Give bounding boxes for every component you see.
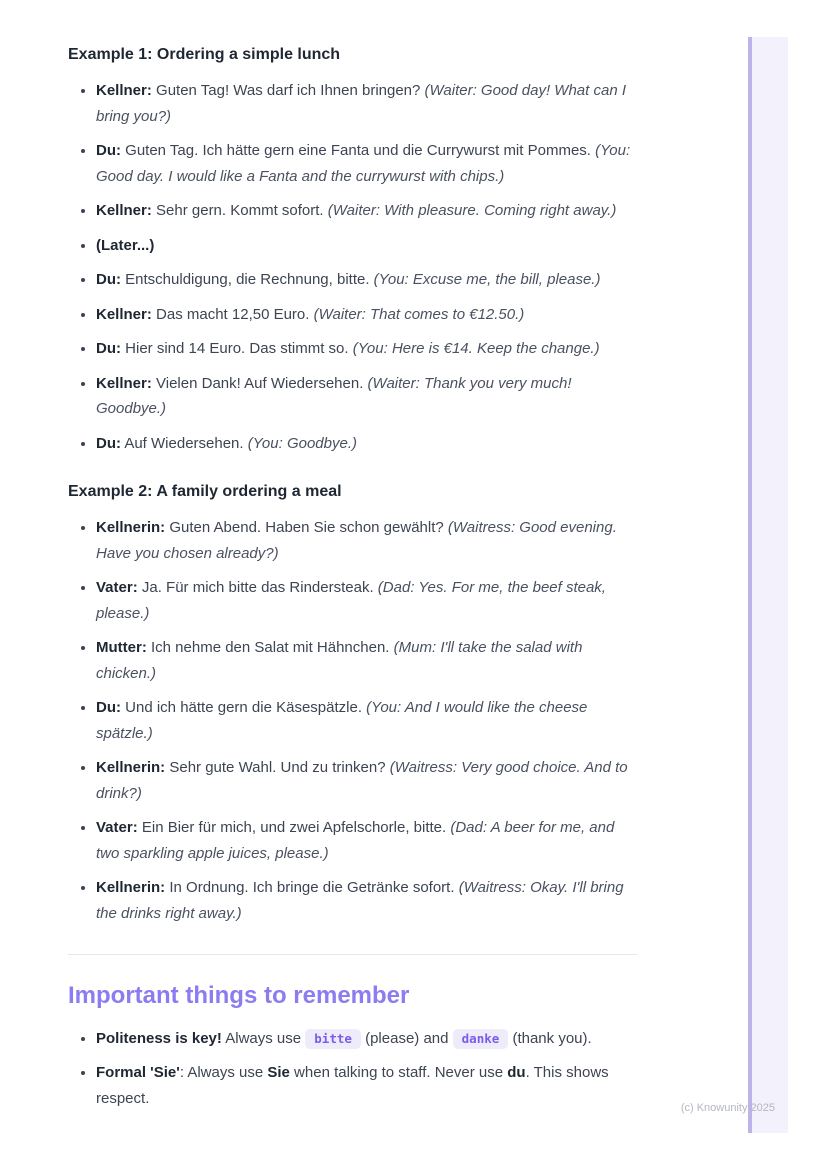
german-text: Sehr gern. Kommt sofort. [151,202,324,219]
german-text: Auf Wiedersehen. [121,434,244,452]
german-text: Vielen Dank! Auf Wiedersehen. [151,374,364,392]
remember-heading: Important things to remember [68,982,410,1009]
body-text: Always use [221,1029,306,1047]
speaker-label: Vater: [96,579,138,596]
speaker-label: Du: [96,340,121,357]
english-translation: (Waiter: That comes to €12.50.) [309,305,525,323]
dialogue-line [96,515,637,566]
german-text: Guten Abend. Haben Sie schon gewählt? [165,519,444,536]
inline-code-chip: danke [453,1029,509,1049]
remember-list [68,1026,637,1112]
english-translation: (Waiter: Good day! What can I bring you?) [96,82,627,125]
dialogue-line [96,695,637,746]
german-text: Und ich hätte gern die Käsespätzle. [121,699,362,716]
bold-text: Sie [267,1064,290,1082]
body-text: when talking to staff. Never use [289,1064,508,1082]
dialogue-line [96,371,637,422]
body-text: (thank you). [508,1029,592,1047]
section-divider [68,954,637,955]
bold-text: Politeness is key! [96,1029,222,1047]
speaker-label: Vater: [96,819,138,836]
body-text: : Always use [179,1064,268,1082]
body-text: (please) and [360,1029,453,1047]
dialogue-line [96,336,637,362]
speaker-label: Du: [96,271,121,288]
english-translation: (Waitress: Very good choice. And to drink?) [96,759,628,802]
body-text: . This shows respect. [96,1064,609,1107]
english-translation: (You: Good day. I would like a Fanta and the currywurst with chips.) [96,142,631,185]
example-2-section [68,482,637,926]
knowunity-watermark: (c) Knowunity 2025 [680,1102,775,1114]
german-text: Hier sind 14 Euro. Das stimmt so. [121,340,349,357]
speaker-label: Kellner: [96,82,152,99]
remember-item [96,1026,637,1052]
dialogue-line [96,875,637,926]
dialogue-line [96,267,637,293]
example-1-dialogue-list [68,78,637,456]
german-text: Ja. Für mich bitte das Rindersteak. [137,579,374,596]
speaker-label: Kellnerin: [96,519,166,536]
english-translation: (You: Here is €14. Keep the change.) [348,340,600,357]
english-translation: (Mum: I'll take the salad with chicken.) [96,639,583,682]
dialogue-line [96,815,637,866]
dialogue-line [96,635,637,686]
english-translation: (Waiter: Thank you very much! Goodbye.) [96,374,572,417]
german-text: Entschuldigung, die Rechnung, bitte. [121,271,370,288]
english-translation: (Dad: A beer for me, and two sparkling apple juices, please.) [96,819,615,862]
german-text: In Ordnung. Ich bringe die Getränke sofort. [165,879,455,896]
example-2-dialogue-list [68,515,637,926]
english-translation: (Dad: Yes. For me, the beef steak, please.) [96,579,606,622]
english-translation: (Waiter: With pleasure. Coming right away.) [323,202,617,219]
german-text: Guten Tag! Was darf ich Ihnen bringen? [151,82,421,99]
speaker-label: Du: [96,699,121,716]
remember-item [96,1060,637,1111]
english-translation: (Waitress: Good evening. Have you chosen already?) [96,519,617,562]
german-text: Ich nehme den Salat mit Hähnchen. [146,639,390,656]
example-1-heading: Example 1: Ordering a simple lunch [68,46,341,63]
german-text: Ein Bier für mich, und zwei Apfelschorle, bitte. [137,819,447,836]
english-translation: (You: Goodbye.) [243,434,357,452]
english-translation: (You: And I would like the cheese spätzle.) [96,699,588,742]
speaker-label: Du: [96,434,121,452]
dialogue-line [96,431,637,457]
example-1-section [68,45,637,456]
dialogue-line [96,138,637,189]
german-text: Das macht 12,50 Euro. [151,305,310,323]
speaker-label: Kellnerin: [96,879,166,896]
speaker-label: Kellner: [96,202,152,219]
german-text: Sehr gute Wahl. Und zu trinken? [165,759,386,776]
dialogue-line [96,198,637,224]
dialogue-line [96,575,637,626]
dialogue-line [96,755,637,806]
next-page-edge [748,37,788,1133]
speaker-label: Kellner: [96,374,152,392]
speaker-label: Kellnerin: [96,759,166,776]
speaker-label: Mutter: [96,639,147,656]
english-translation: (You: Excuse me, the bill, please.) [369,271,601,288]
dialogue-line [96,233,637,259]
speaker-label: Kellner: [96,305,152,323]
inline-code-chip: bitte [305,1029,361,1049]
english-translation: (Waitress: Okay. I'll bring the drinks right away.) [96,879,624,922]
german-text: Guten Tag. Ich hätte gern eine Fanta und die Currywurst mit Pommes. [121,142,591,159]
dialogue-line [96,302,637,328]
bold-text: Formal 'Sie' [96,1064,180,1082]
speaker-label: (Later...) [96,236,155,254]
bold-text: du [507,1064,526,1082]
notes-content [68,45,637,1120]
speaker-label: Du: [96,142,121,159]
example-2-heading: Example 2: A family ordering a meal [68,483,342,500]
dialogue-line [96,78,637,129]
